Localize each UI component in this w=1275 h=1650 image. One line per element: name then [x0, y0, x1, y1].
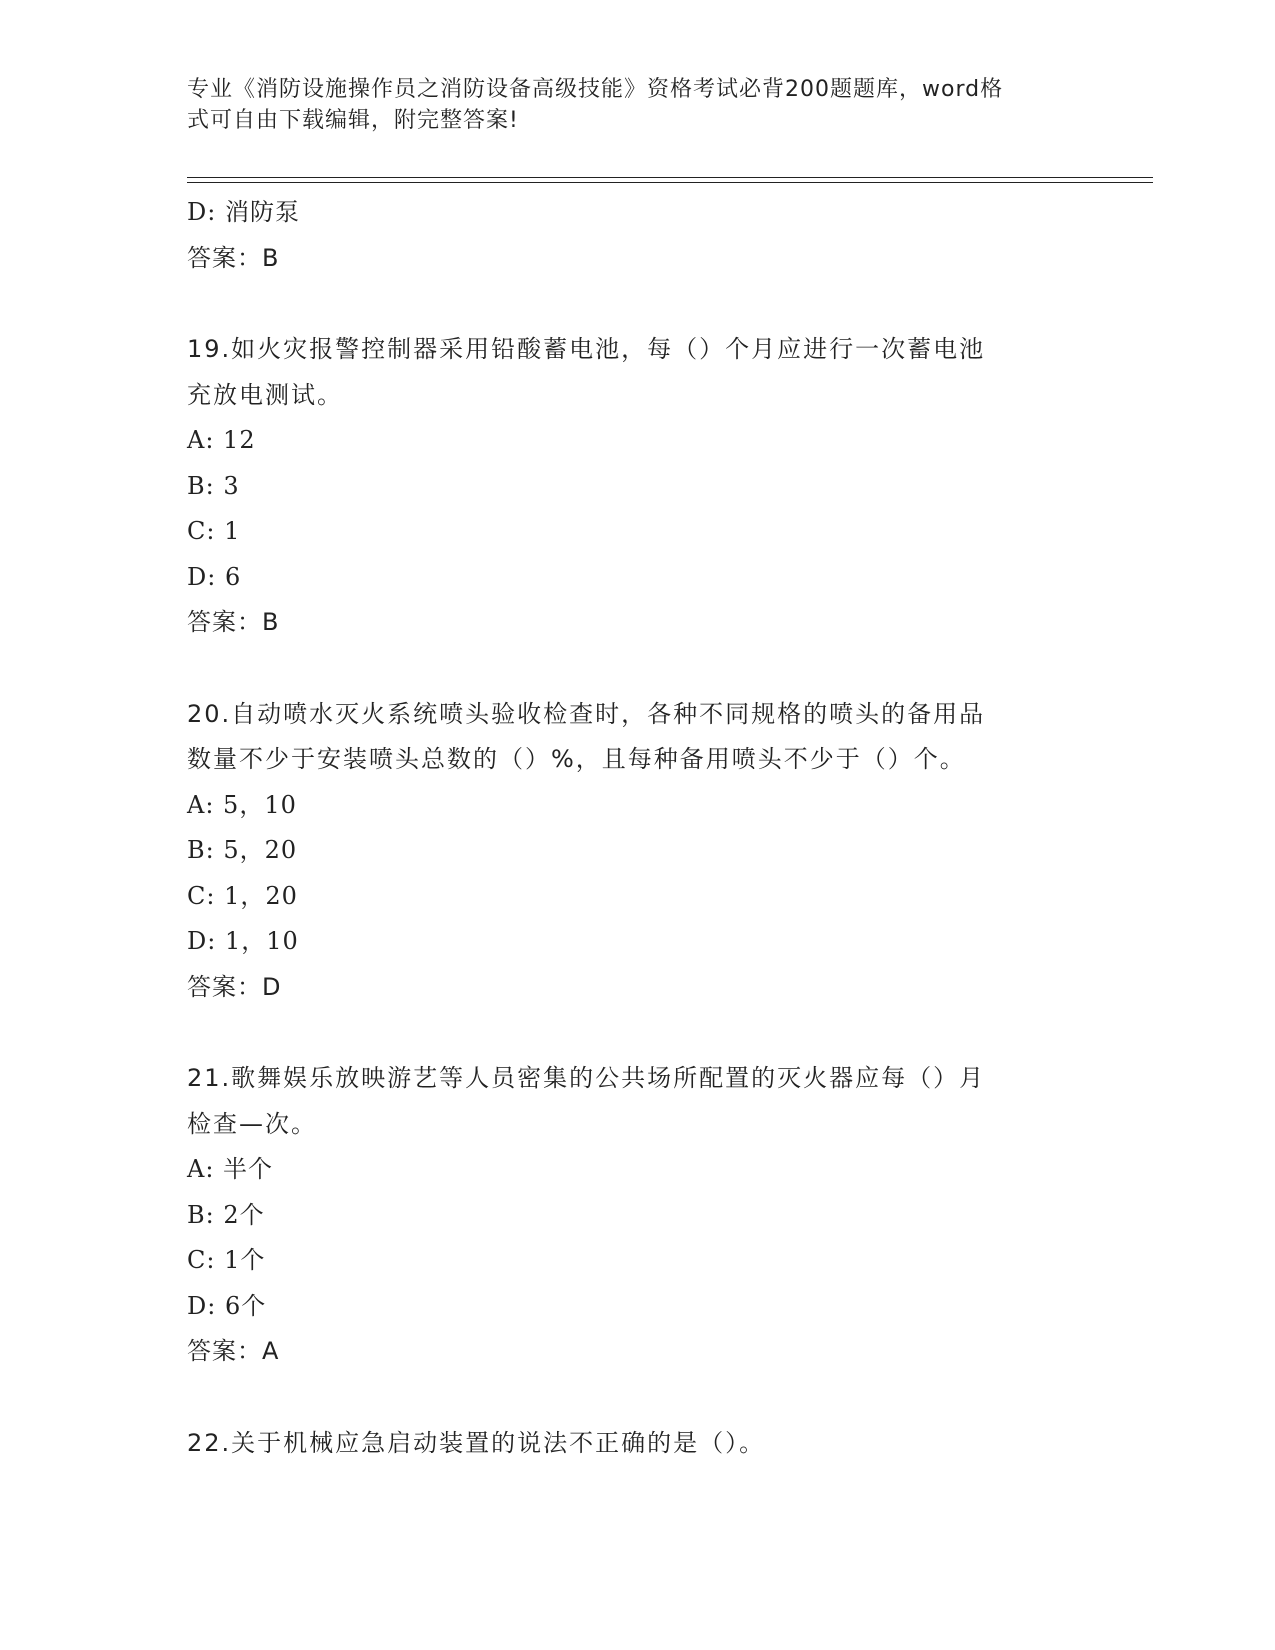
option-b: B: 5，20	[187, 836, 298, 864]
question-stem-continued: 充放电测试。	[187, 380, 343, 409]
question-20	[187, 692, 1087, 1011]
question-stem-continued: 数量不少于安装喷头总数的（）%，且每种备用喷头不少于（）个。	[187, 745, 966, 773]
answer-line: 答案：B	[187, 243, 280, 272]
question-stem: 19.如火灾报警控制器采用铅酸蓄电池，每（）个月应进行一次蓄电池	[187, 335, 986, 363]
answer-line: 答案：D	[187, 972, 282, 1001]
question-stem: 22.关于机械应急启动装置的说法不正确的是（）。	[187, 1428, 766, 1457]
option-d: D: 消防泵	[187, 198, 300, 226]
document-header	[187, 74, 1067, 136]
question-stem: 21.歌舞娱乐放映游艺等人员密集的公共场所配置的灭火器应每（）月	[187, 1064, 986, 1092]
question-stem: 20.自动喷水灭火系统喷头验收检查时，各种不同规格的喷头的备用品	[187, 699, 986, 728]
answer-line: 答案：A	[187, 1337, 280, 1365]
answer-line: 答案：B	[187, 608, 280, 636]
option-b: B: 3	[187, 471, 240, 500]
option-d: D: 6个	[187, 1291, 267, 1320]
option-c: C: 1，20	[187, 881, 298, 910]
option-a: A: 半个	[187, 1155, 274, 1183]
question-stem-continued: 检查—次。	[187, 1109, 317, 1138]
question-21	[187, 1056, 1087, 1375]
option-a: A: 5，10	[187, 790, 297, 819]
option-d: D: 6	[187, 562, 242, 591]
option-d: D: 1，10	[187, 927, 299, 955]
question-19	[187, 327, 1087, 646]
question-18-tail	[187, 190, 1087, 281]
header-rule-bottom	[187, 182, 1153, 183]
header-line-1: 专业《消防设施操作员之消防设备高级技能》资格考试必背200题题库，word格	[187, 77, 1004, 102]
option-b: B: 2个	[187, 1200, 265, 1229]
option-c: C: 1	[187, 517, 241, 545]
option-a: A: 12	[187, 426, 256, 454]
header-rule-top	[187, 177, 1153, 178]
header-line-2: 式可自由下载编辑，附完整答案!	[187, 108, 519, 133]
option-c: C: 1个	[187, 1246, 266, 1274]
question-22	[187, 1421, 1087, 1467]
document-body	[187, 190, 1087, 1466]
